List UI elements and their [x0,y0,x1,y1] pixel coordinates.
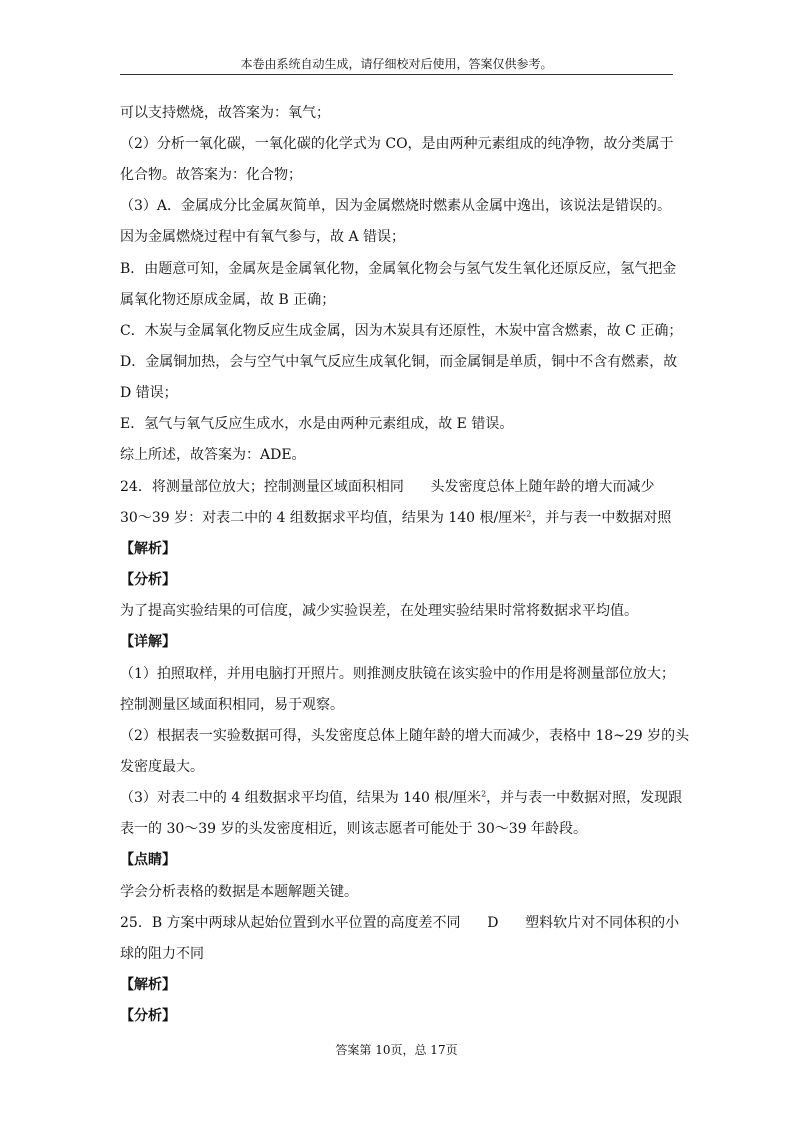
line-text: 【详解】 [120,634,176,650]
line-text: 为了提高实验结果的可信度，减少实验误差，在处理实验结果时常将数据求平均值。 [120,603,638,619]
line-text: 化合物。故答案为：化合物； [120,167,302,183]
section-heading [120,540,176,558]
superscript: 2 [526,509,532,519]
text-line [120,322,682,340]
line-text: （3）对表二中的 4 组数据求平均值，结果为 140 根/厘米 [120,790,482,806]
text-line [120,509,671,527]
section-heading [120,571,176,589]
page-footer: 答案第 10页，总 17页 [335,1043,458,1057]
text-line [120,415,513,433]
text-line [120,228,405,246]
text-line [120,478,655,496]
text-line [120,914,679,932]
line-text: （2）分析一氧化碳，一氧化碳的化学式为 CO，是由两种元素组成的纯净物，故分类属于 [120,136,674,152]
line-text: 属氧化物还原成金属，故 B 正确； [120,292,336,308]
text-line [120,446,306,464]
line-text: B．由题意可知，金属灰是金属氧化物，金属氧化物会与氢气发生氧化还原反应，氢气把金 [120,261,677,277]
line-text: 发密度最大。 [120,759,204,775]
line-text: 25．B 方案中两球从起始位置到水平位置的高度差不同 D 塑料软片对不同体积的小 [120,915,680,931]
text-line [120,665,675,683]
line-text: 【解析】 [120,541,176,557]
line-text: C．木炭与金属氧化物反应生成金属，因为木炭具有还原性，木炭中富含燃素，故 C 正确； [120,323,683,339]
line-text: （1）拍照取样，并用电脑打开照片。则推测皮肤镜在该实验中的作用是将测量部位放大； [120,666,675,682]
text-line [120,696,344,714]
text-line [120,758,204,776]
superscript: 2 [481,789,487,799]
line-text: 控制测量区域面积相同，易于观察。 [120,697,344,713]
text-line [120,197,671,215]
line-text: 24．将测量部位放大；控制测量区域面积相同 头发密度总体上随年龄的增大而减少 [120,479,655,495]
line-text: D．金属铜加热，会与空气中氧气反应生成氧化铜，而金属铜是单质，铜中不含有燃素，故 [120,354,678,370]
text-line [120,104,330,122]
line-text: 学会分析表格的数据是本题解题关键。 [120,884,358,900]
line-text: 【解析】 [120,977,176,993]
text-line [120,820,587,838]
line-text: 因为金属燃烧过程中有氧气参与，故 A 错误； [120,229,406,245]
section-heading [120,976,176,994]
section-heading [120,851,176,869]
text-line [120,384,178,402]
line-text: 可以支持燃烧，故答案为：氧气； [120,105,330,121]
section-heading [120,633,176,651]
line-text: 【分析】 [120,1008,176,1024]
text-line [120,166,302,184]
line-text: 30～39 岁：对表二中的 4 组数据求平均值，结果为 140 根/厘米 [120,510,527,526]
line-text: D 错误； [120,385,178,401]
line-text: 【分析】 [120,572,176,588]
section-heading [120,1007,176,1025]
page-header: 本卷由系统自动生成，请仔细校对后使用，答案仅供参考。 [240,57,553,71]
text-line [120,883,358,901]
line-text-tail: ，并与表一中数据对照，发现跟 [486,790,683,806]
line-text: 球的阻力不同 [120,946,204,962]
line-text: 表一的 30～39 岁的头发密度相近，则该志愿者可能处于 30～39 年龄段。 [120,821,588,837]
text-line [120,789,682,807]
text-line [120,353,677,371]
text-line [120,291,335,309]
line-text: 【点睛】 [120,852,176,868]
text-line [120,945,204,963]
text-line [120,260,676,278]
header-divider [120,74,673,75]
line-text-tail: ，并与表一中数据对照 [531,510,672,526]
line-text: 综上所述，故答案为：ADE。 [120,447,306,463]
line-text: （2）根据表一实验数据可得，头发密度总体上随年龄的增大而减少，表格中 18~29 岁的头 [120,728,690,744]
text-line [120,135,674,153]
line-text: E．氢气与氧气反应生成水，水是由两种元素组成，故 E 错误。 [120,416,514,432]
text-line [120,727,689,745]
line-text: （3）A．金属成分比金属灰简单，因为金属燃烧时燃素从金属中逸出，该说法是错误的。 [120,198,672,214]
text-line [120,602,638,620]
